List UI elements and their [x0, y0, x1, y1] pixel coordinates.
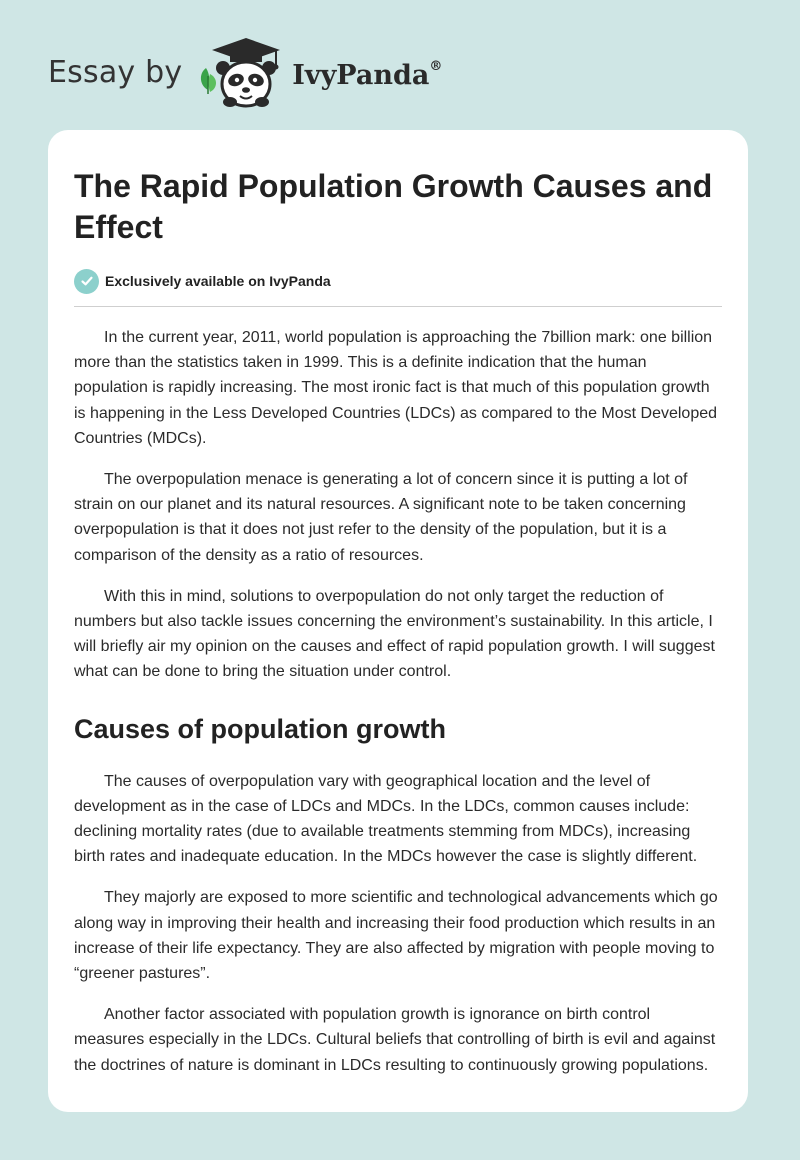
- section-paragraph-1: The causes of overpopulation vary with geographical location and the level of development as in the case of LDCs and MDCs. In the LDCs, common causes include: declining mortality rates (due to available treatments stemming from MDCs), increasing birth rates and inadequate education. In the MDCs however the case is slightly different.: [74, 772, 698, 866]
- brand-text: IvyPanda: [292, 59, 430, 91]
- divider: [74, 306, 722, 307]
- article-card: [48, 130, 748, 1112]
- intro-paragraph-1: In the current year, 2011, world population is approaching the 7billion mark: one billion more than the statistics taken in 1999. This is a definite indication that the human population is rapidly increasing. The most ironic fact is that much of this population growth is happening in the Less Developed Countries (LDCs) as compared to the Most Developed Countries (MDCs).: [74, 329, 718, 447]
- exclusive-badge: [74, 268, 722, 294]
- registered-mark: ®: [429, 58, 443, 74]
- section-paragraph-2: They majorly are exposed to more scientific and technological advancements which go along way in improving their health and increasing their food production which results in an increase of their life expectancy. They are also affected by migration with people moving to “greener pastures”.: [74, 889, 718, 983]
- section-heading: Causes of population growth: [74, 713, 446, 744]
- intro-paragraph-2: The overpopulation menace is generating a lot of concern since it is putting a lot of strain on our planet and its natural resources. A significant note to be taken concerning overpopulation is that it does not just refer to the density of the population, but it is a comparison of the density as a ratio of resources.: [74, 471, 688, 564]
- check-circle-icon: [74, 269, 99, 294]
- article-title: The Rapid Population Growth Causes and Effect: [74, 168, 713, 245]
- essay-by-label: Essay by: [48, 54, 183, 90]
- exclusive-label: Exclusively available on IvyPanda: [105, 273, 331, 289]
- panda-graduate-logo-icon[interactable]: [196, 34, 286, 110]
- site-header: [48, 34, 442, 110]
- section-paragraph-3: Another factor associated with population growth is ignorance on birth control measures especially in the LDCs. Cultural beliefs that controlling of birth is evil and against the doctrines of nature is dominant in LDCs resulting to continuously growing populations.: [74, 1006, 716, 1074]
- intro-paragraph-3: With this in mind, solutions to overpopulation do not only target the reduction of numbers but also tackle issues concerning the environment’s sustainability. In this article, I will briefly air my opinion on the causes and effect of rapid population growth. I will suggest what can be done to bring the situation under control.: [74, 587, 715, 681]
- brand-name[interactable]: [292, 60, 442, 91]
